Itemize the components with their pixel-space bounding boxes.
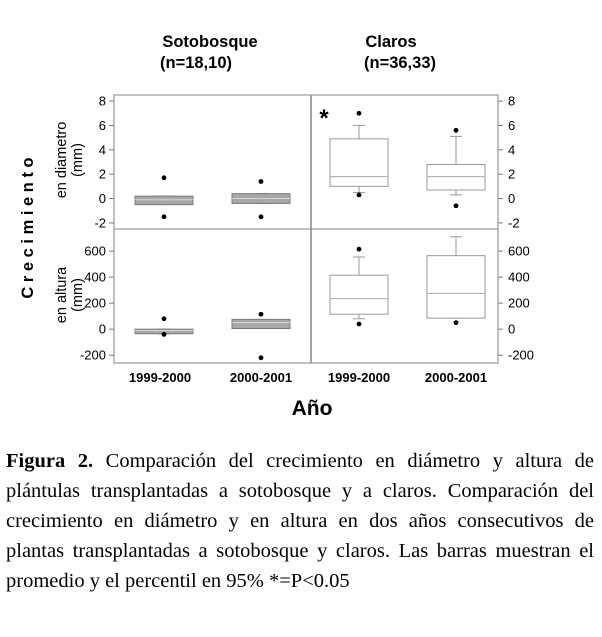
panel-ylabel-altura-2: (mm) [70,278,86,312]
x-axis-label: Año [291,397,333,420]
y-tick-label: 8 [98,93,106,109]
panel-ylabel-diametro-1: en diametro [54,121,70,199]
group-n-sotobosque: (n=18,10) [160,54,232,72]
outlier-point [454,320,459,325]
outlier-point [259,312,264,317]
outlier-point [162,332,167,337]
y-tick-label: -2 [94,215,106,231]
box [427,256,485,318]
y-right-tick-label: 600 [508,243,530,259]
y-right-tick-label: -200 [508,347,535,363]
y-tick-label: 0 [98,191,106,207]
group-title-sotobosque: Sotobosque [162,33,258,51]
outlier-point [162,175,167,180]
outlier-point [357,111,362,116]
y-right-tick-label: 8 [508,93,516,109]
y-right-tick-label: 6 [508,117,516,133]
outlier-point [259,179,264,184]
caption-label: Figura 2. [6,450,94,472]
panel-ylabel-altura-1: en altura [54,266,70,324]
y-right-tick-label: 0 [508,191,516,207]
box [427,164,485,190]
y-tick-label: -200 [79,347,106,363]
y-tick-label: 2 [98,166,106,182]
y-right-tick-label: 400 [508,269,530,285]
y-right-tick-label: 200 [508,295,530,311]
y-tick-label: 0 [98,321,106,337]
group-n-claros: (n=36,33) [364,54,436,72]
x-tick-label: 2000-2001 [424,370,488,385]
outlier-point [259,214,264,219]
outlier-point [357,322,362,327]
y-tick-label: 6 [98,117,106,133]
y-right-tick-label: -2 [508,215,520,231]
y-tick-label: 4 [98,142,106,158]
x-tick-label: 1999-2000 [327,370,391,385]
figure-caption [6,446,594,596]
y-tick-label: 600 [84,243,106,259]
outlier-point [357,247,362,252]
y-right-tick-label: 0 [508,321,516,337]
y-tick-label: 200 [84,295,106,311]
x-tick-label: 2000-2001 [229,370,293,385]
y-right-tick-label: 2 [508,166,516,182]
outlier-point [162,214,167,219]
outlier-point [357,192,362,197]
outlier-point [454,203,459,208]
panel-ylabel-diametro-2: (mm) [70,143,86,177]
caption-text: Comparación del crecimiento en diámetro y altura de plántulas transplantadas a sotobosque y a claros. Comparación del crecimiento en diámetro y en altura en dos años consecutivos de plantas transplantadas a sotobosque y claros. Las barras muestran el promedio y el percentil en 95% *=P<0.05 [6,450,595,592]
outlier-point [454,128,459,133]
y-right-tick-label: 4 [508,142,516,158]
box [330,275,388,314]
group-title-claros: Claros [365,33,417,51]
y-tick-label: 400 [84,269,106,285]
x-tick-label: 1999-2000 [128,370,192,385]
box [330,139,388,187]
significance-asterisk: * [319,105,329,132]
outlier-point [162,316,167,321]
box [232,319,290,328]
y-axis-main-label: C r e c i m i e n t o [19,157,37,299]
box [135,196,193,205]
outlier-point [259,355,264,360]
